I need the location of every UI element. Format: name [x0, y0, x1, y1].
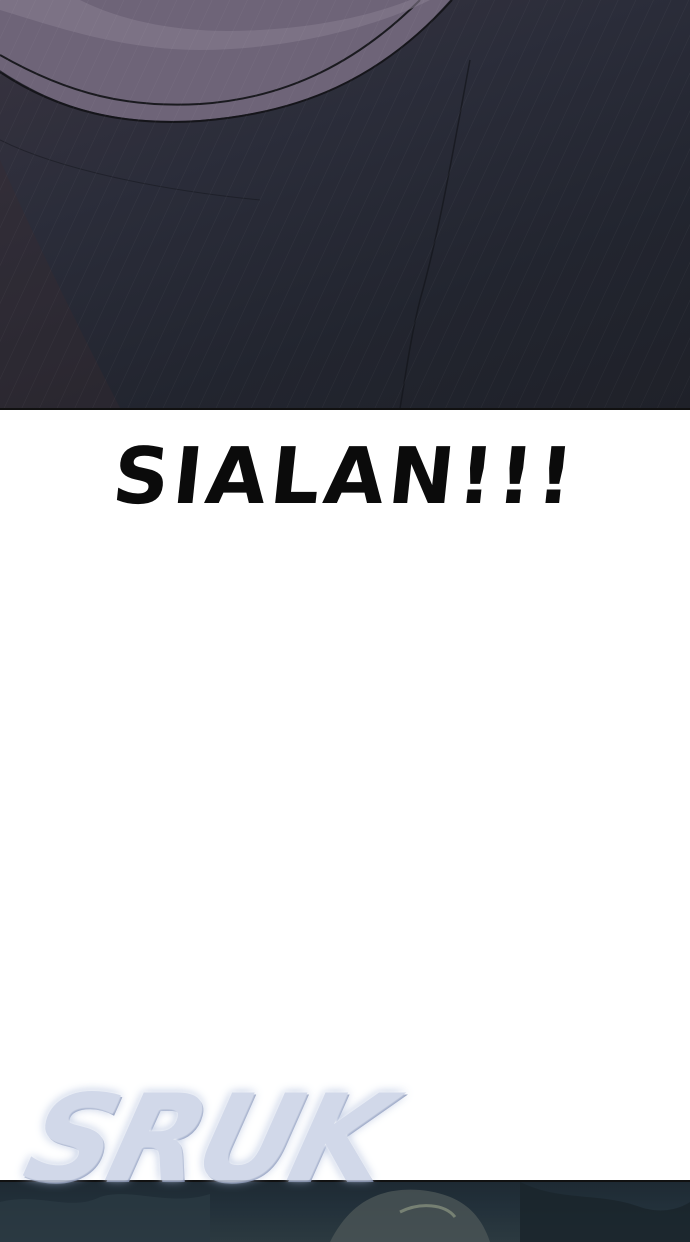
sound-effect-text: SRUK — [12, 1070, 401, 1209]
dialogue-text: SIALAN!!! — [108, 432, 582, 522]
dark-clothing-illustration — [0, 0, 690, 408]
white-gutter — [0, 410, 690, 1180]
top-panel-artwork — [0, 0, 690, 410]
